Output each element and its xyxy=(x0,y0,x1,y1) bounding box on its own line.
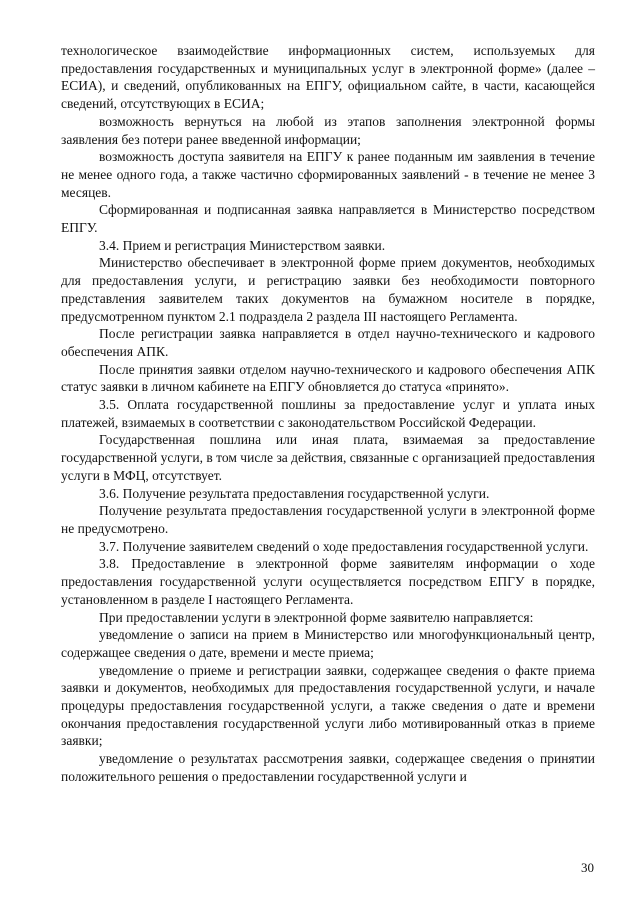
paragraph: После регистрации заявка направляется в отдел научно-технического и кадрового обеспечения АПК. xyxy=(61,326,595,359)
paragraph: возможность вернуться на любой из этапов заполнения электронной формы заявления без потери ранее введенной информации; xyxy=(61,113,595,147)
paragraph: уведомление о приеме и регистрации заявки, содержащее сведения о факте приема заявки и документов, необходимых для предоставления государственной услуги, и начале процедуры предоставления государственной услуги, а также сведения о дате и времени окончания предоставления государственной услуги либо мотивированный отказ в приеме заявки; xyxy=(61,662,595,749)
paragraph: Государственная пошлина или иная плата, взимаемая за предоставление государственной услуги, в том числе за действия, связанные с организацией предоставления услуги в МФЦ, отсутствует. xyxy=(61,432,595,483)
paragraph: 3.7. Получение заявителем сведений о ходе предоставления государственной услуги. xyxy=(99,538,589,554)
page-number: 30 xyxy=(581,860,594,875)
paragraph: Получение результата предоставления государственной услуги в электронной форме не предусмотрено. xyxy=(61,503,595,536)
paragraph: уведомление о записи на прием в Министерство или многофункциональный центр, содержащее сведения о дате, времени и месте приема; xyxy=(61,627,595,660)
paragraph: уведомление о результатах рассмотрения заявки, содержащее сведения о принятии положительного решения о предоставлении государственной услуги и xyxy=(61,751,595,784)
paragraph: После принятия заявки отделом научно-технического и кадрового обеспечения АПК статус заявки в личном кабинете на ЕПГУ обновляется до статуса «принято». xyxy=(61,361,595,395)
paragraph: возможность доступа заявителя на ЕПГУ к ранее поданным им заявления в течение не менее одного года, а также частично сформированных заявлений - в течение не менее 3 месяцев. xyxy=(61,149,595,200)
paragraph: 3.6. Получение результата предоставления государственной услуги. xyxy=(99,485,490,501)
paragraph: 3.4. Прием и регистрация Министерством заявки. xyxy=(99,237,386,253)
document-body xyxy=(61,42,595,786)
paragraph: При предоставлении услуги в электронной форме заявителю направляется: xyxy=(99,609,534,625)
paragraph: Сформированная и подписанная заявка направляется в Министерство посредством ЕПГУ. xyxy=(61,202,595,236)
paragraph: технологическое взаимодействие информационных систем, используемых для предоставления государственных и муниципальных услуг в электронной форме» (далее – ЕСИА), и сведений, опубликованных на ЕПГУ, официальном сайте, в части, касающейся сведений, отсутствующих в ЕСИА; xyxy=(61,43,595,112)
paragraph: 3.8. Предоставление в электронной форме заявителям информации о ходе предоставления государственной услуги осуществляется посредством ЕПГУ в порядке, установленном в разделе I настоящего Регламента. xyxy=(61,556,595,607)
paragraph: 3.5. Оплата государственной пошлины за предоставление услуг и уплата иных платежей, взимаемых в соответствии с законодательством Российской Федерации. xyxy=(61,397,595,430)
paragraph: Министерство обеспечивает в электронной форме прием документов, необходимых для предоставления услуги, и регистрацию заявки без необходимости повторного представления заявителем таких документов на бумажном носителе в порядке, предусмотренном пунктом 2.1 подраздела 2 раздела III настоящего Регламента. xyxy=(61,255,595,324)
